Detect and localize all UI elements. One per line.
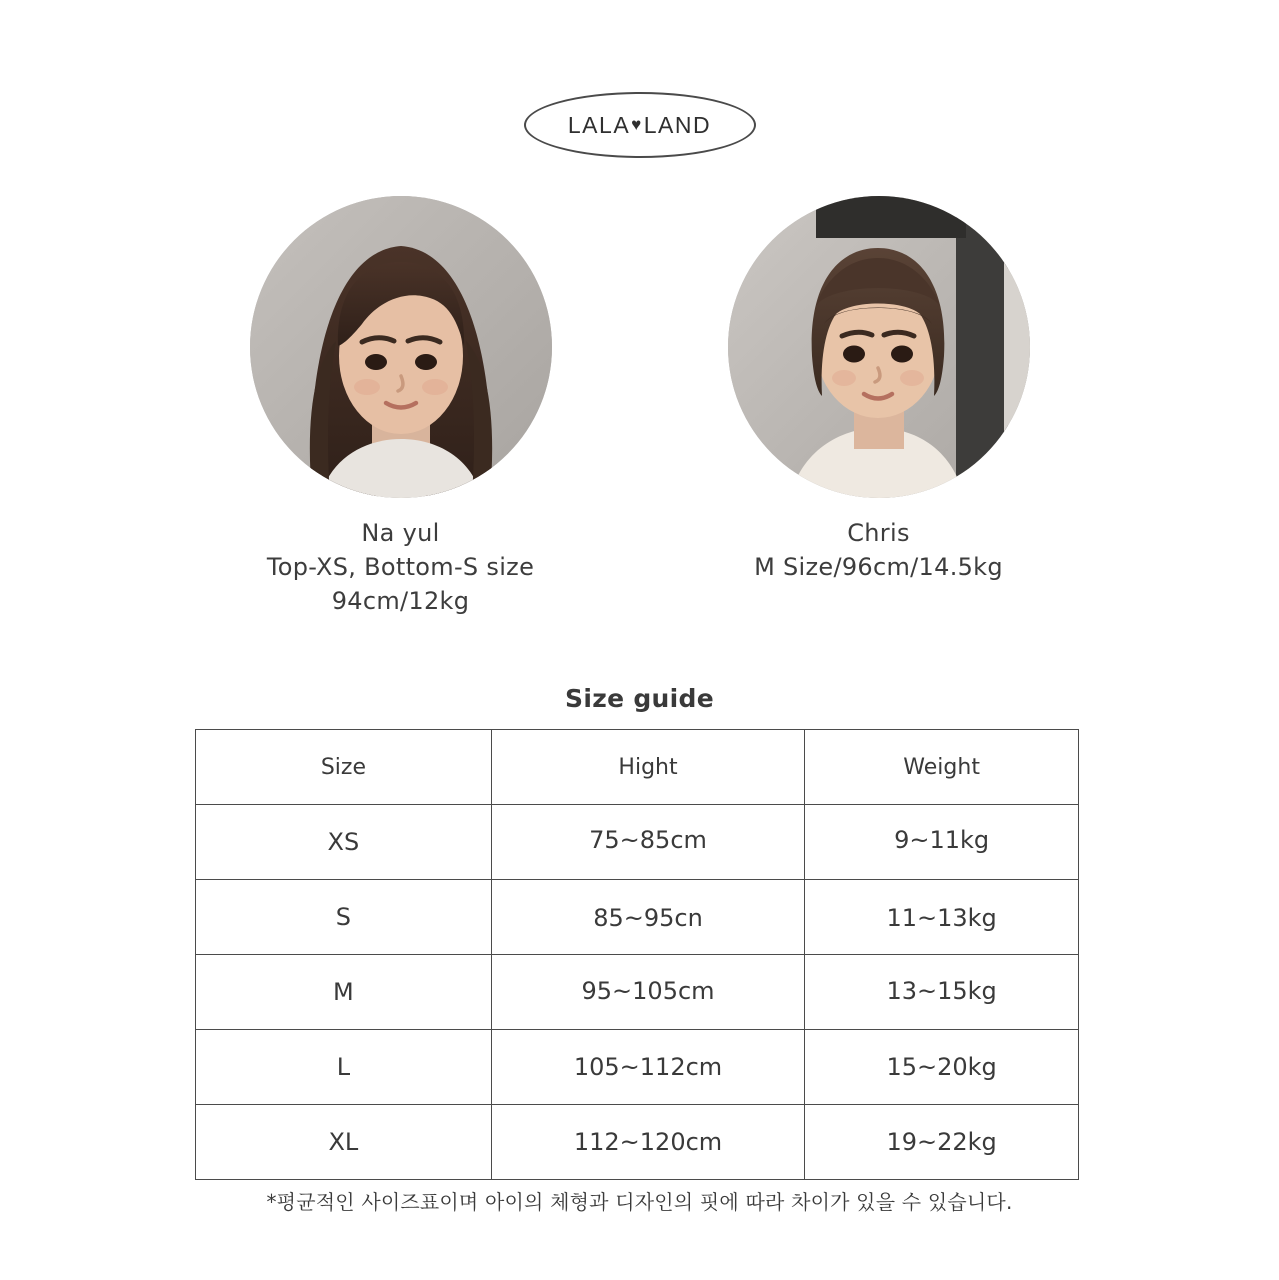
brand-name-left: LALA (567, 111, 631, 138)
model-gallery (0, 196, 1279, 618)
cell-weight: 13~15kg (805, 954, 1079, 1029)
cell-height: 105~112cm (491, 1030, 804, 1105)
table-row (196, 805, 1079, 880)
model-measure-line: 94cm/12kg (331, 587, 470, 616)
model-photo-na-yul (250, 196, 552, 498)
cell-size: L (196, 1030, 492, 1105)
model-photo-chris (728, 196, 1030, 498)
column-header-height: Hight (491, 730, 804, 805)
size-guide-title: Size guide (565, 684, 714, 713)
brand-logo-text (568, 112, 711, 139)
size-guide-table-wrap (195, 729, 1079, 1180)
cell-size: XS (196, 805, 492, 880)
table-row (196, 880, 1079, 955)
model-name: Chris (847, 519, 910, 547)
cell-height: 85~95cn (491, 881, 804, 956)
brand-name-right: LAND (643, 111, 712, 138)
model-caption (267, 516, 534, 618)
column-header-weight: Weight (805, 730, 1079, 805)
cell-weight: 11~13kg (805, 881, 1079, 956)
cell-weight: 15~20kg (805, 1030, 1079, 1105)
cell-size: S (196, 880, 492, 955)
size-guide-note: *평균적인 사이즈표이며 아이의 체형과 디자인의 핏에 따라 차이가 있을 수 있습니다. (266, 1190, 1013, 1214)
cell-size: XL (196, 1105, 492, 1180)
cell-height: 75~85cm (491, 803, 804, 878)
model-card (250, 196, 552, 618)
table-row (196, 1030, 1079, 1105)
cell-height: 112~120cm (491, 1105, 804, 1180)
cell-size: M (196, 955, 492, 1030)
table-row (196, 955, 1079, 1030)
model-name: Na yul (361, 519, 440, 547)
table-header-row (196, 730, 1079, 805)
size-guide-table (195, 729, 1079, 1180)
cell-weight: 9~11kg (805, 803, 1079, 878)
table-row (196, 1105, 1079, 1180)
brand-logo (524, 92, 756, 158)
model-caption (754, 516, 1003, 584)
model-size-line: Top-XS, Bottom-S size (266, 553, 535, 582)
column-header-size: Size (196, 730, 492, 805)
model-size-line: M Size/96cm/14.5kg (754, 553, 1003, 582)
cell-height: 95~105cm (491, 954, 804, 1029)
cell-weight: 19~22kg (805, 1105, 1079, 1180)
heart-icon: ♥ (631, 114, 643, 134)
model-card (728, 196, 1030, 618)
